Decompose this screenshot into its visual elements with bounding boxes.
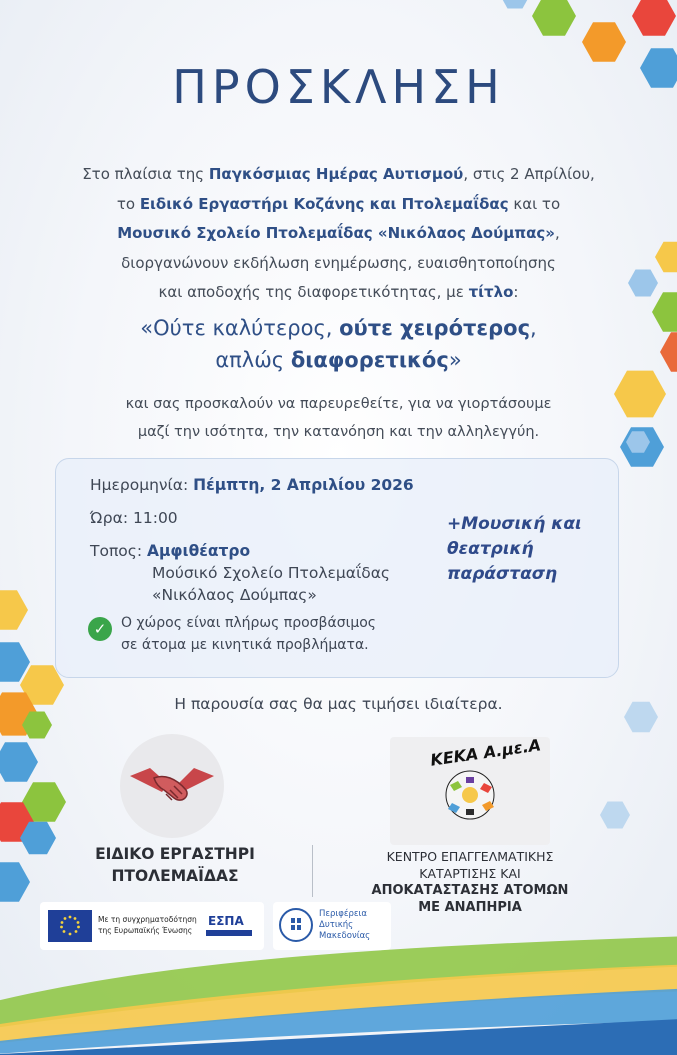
- invite-text: και σας προσκαλούν να παρευρεθείτε, για να γιορτάσουμε μαζί την ισότητα, την κατανόηση και την αλληλεγγύη.: [125, 396, 552, 440]
- region-logo: Περιφέρεια Δυτικής Μακεδονίας: [273, 902, 391, 950]
- keka-logo: ΚΕΚΑ Α.με.Α: [390, 737, 550, 845]
- place-line-3: «Νικόλαος Δούμπας»: [152, 586, 317, 604]
- place-row: Τοπος: Αμφιθέατρο: [90, 542, 251, 560]
- handshake-logo: [120, 734, 224, 838]
- org-ergastiri-name: ΕΙΔΙΚΟ ΕΡΓΑΣΤΗΡΙ ΠΤΟΛΕΜΑΪΔΑΣ: [95, 845, 255, 885]
- org-keka-name: ΚΕΝΤΡΟ ΕΠΑΓΓΕΛΜΑΤΙΚΗΣ ΚΑΤΑΡΤΙΣΗΣ ΚΑΙ ΑΠΟΚΑΤΑΣΤΑΣΗΣ ΑΤΟΜΩΝ ΜΕ ΑΝΑΠΗΡΙΑ: [371, 849, 569, 915]
- eu-cofunding-logo: Με τη συγχρηματοδότηση της Ευρωπαϊκής Ένωσης ΕΣΠΑ: [40, 902, 264, 950]
- place-line-2: Μούσικό Σχολείο Πτολεμαΐδας: [152, 564, 391, 582]
- honor-text: Η παρουσία σας θα μας τιμήσει ιδιαίτερα.: [174, 695, 503, 713]
- event-title-quote: «Ούτε καλύτερος, ούτε χειρότερος, απλώς διαφορετικός»: [140, 316, 537, 372]
- intro-text: Στο πλαίσια της Παγκόσμιας Ημέρας Αυτισμού, στις 2 Απρίλίου, το Ειδικό Εργαστήρι Κοζάνης και Πτολεμαΐδας και το Μουσικό Σχολείο Πτολεμαΐδας «Νικόλαος Δούμπας», διοργανώνουν εκδήλωση ενημέρωσης, ευαισθητοποίησης και αποδοχής της διαφορετικότητας, με τίτλο:: [82, 165, 595, 301]
- accessibility-note: Ο χώρος είναι πλήρως προσβάσιμος σε άτομα με κινητικά προβλήματα.: [121, 615, 377, 653]
- divider: [312, 845, 313, 897]
- decor-swoosh: [0, 935, 677, 1055]
- time-row: Ώρα: 11:00: [90, 509, 178, 527]
- page-title: ΠΡΟΣΚΛΗΣΗ: [172, 60, 505, 114]
- check-icon: ✓: [88, 617, 112, 641]
- handshake-icon: [120, 734, 224, 838]
- extra-program: +Μουσική και θεατρική παράσταση: [447, 514, 582, 584]
- date-row: Ημερομηνία: Πέμπτη, 2 Απριλίου 2026: [90, 476, 414, 494]
